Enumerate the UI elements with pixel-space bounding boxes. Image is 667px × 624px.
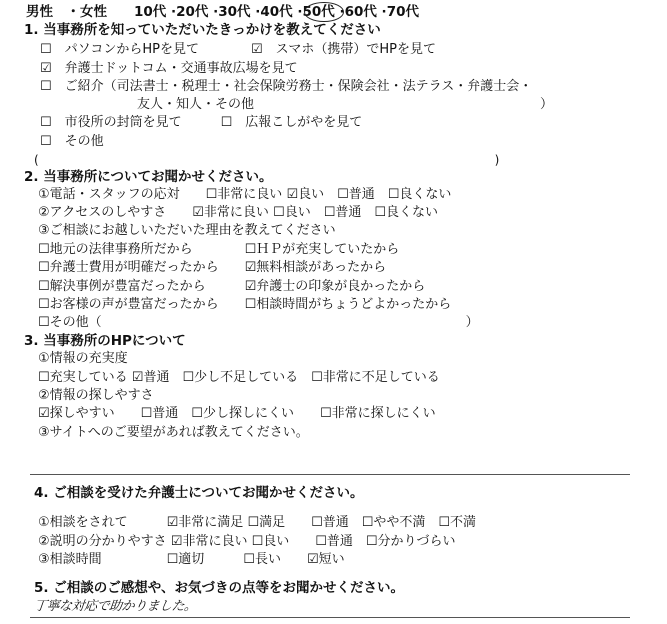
q4-consult-time: ③相談時間 ☐適切 ☐長い ☑短い	[38, 552, 345, 567]
q3-title: 3. 当事務所のHPについて	[24, 333, 186, 349]
q3-findability-options: ☑探しやすい ☐普通 ☐少し探しにくい ☐非常に探しにくい	[38, 406, 436, 421]
q1-row-bengoshi-dotcom: ☑ 弁護士ドットコム・交通事故広場を見て	[40, 61, 298, 76]
q2-title: 2. 当事務所についてお聞かせください。	[24, 169, 273, 185]
q1-title: 1. 当事務所を知っていただいたきっかけを教えてください	[24, 22, 381, 38]
q2-reason-cases: ☐解決事例が豊富だったから ☑弁護士の印象が良かったから	[38, 279, 426, 294]
divider-line	[30, 474, 630, 475]
q2-phone-staff: ①電話・スタッフの応対 ☐非常に良い ☑良い ☐普通 ☐良くない	[38, 187, 452, 202]
q4-title: 4. ご相談を受けた弁護士についてお聞かせください。	[34, 485, 364, 501]
q2-reason-other: ☐その他（ ）	[38, 315, 479, 330]
q4-explanation: ②説明の分かりやすさ ☑非常に良い ☐良い ☐普通 ☐分かりづらい	[38, 534, 456, 549]
answer-underline	[30, 617, 630, 618]
q3-info-richness: ①情報の充実度	[38, 351, 128, 366]
q1-row-other: ☐ その他	[40, 134, 104, 149]
q3-findability: ②情報の探しやすさ	[38, 388, 154, 403]
age-40-circle	[304, 2, 344, 22]
q1-row-other-paren: ( )	[34, 153, 500, 167]
q1-row-city-envelope: ☐ 市役所の封筒を見て ☐ 広報こしがやを見て	[40, 115, 363, 130]
gender-age-line: 男性 ・女性 10代 ·20代 ·30代 ·40代 ·50代 ·60代 ·70代	[26, 4, 419, 20]
q5-title: 5. ご相談のご感想や、お気づきの点等をお聞かせください。	[34, 580, 404, 596]
q4-satisfaction: ①相談をされて ☑非常に満足 ☐満足 ☐普通 ☐やや不満 ☐不満	[38, 515, 477, 530]
q2-reason-fee: ☐弁護士費用が明確だったから ☑無料相談があったから	[38, 260, 387, 275]
q2-reason-prompt: ③ご相談にお越しいただいた理由を教えてください	[38, 223, 336, 238]
q2-reason-voices: ☐お客様の声が豊富だったから ☐相談時間がちょうどよかったから	[38, 297, 452, 312]
q1-row-pc-smartphone: ☐ パソコンからHPを見て ☑ スマホ（携帯）でHPを見て	[40, 42, 437, 57]
q1-row-referral: ☐ ご紹介（司法書士・税理士・社会保険労務士・保険会社・法テラス・弁護士会・	[40, 79, 533, 94]
q3-site-request: ③サイトへのご要望があれば教えてください。	[38, 425, 309, 440]
q2-access: ②アクセスのしやすさ ☑非常に良い ☐良い ☐普通 ☐良くない	[38, 205, 439, 220]
q5-handwritten-answer: 丁寧な対応で助かりました。	[33, 599, 198, 614]
q2-reason-local: ☐地元の法律事務所だから ☐ＨＰが充実していたから	[38, 242, 400, 257]
q1-row-referral-cont: 友人・知人・その他 ）	[137, 97, 554, 112]
q3-richness-options: ☐充実している ☑普通 ☐少し不足している ☐非常に不足している	[38, 370, 440, 385]
